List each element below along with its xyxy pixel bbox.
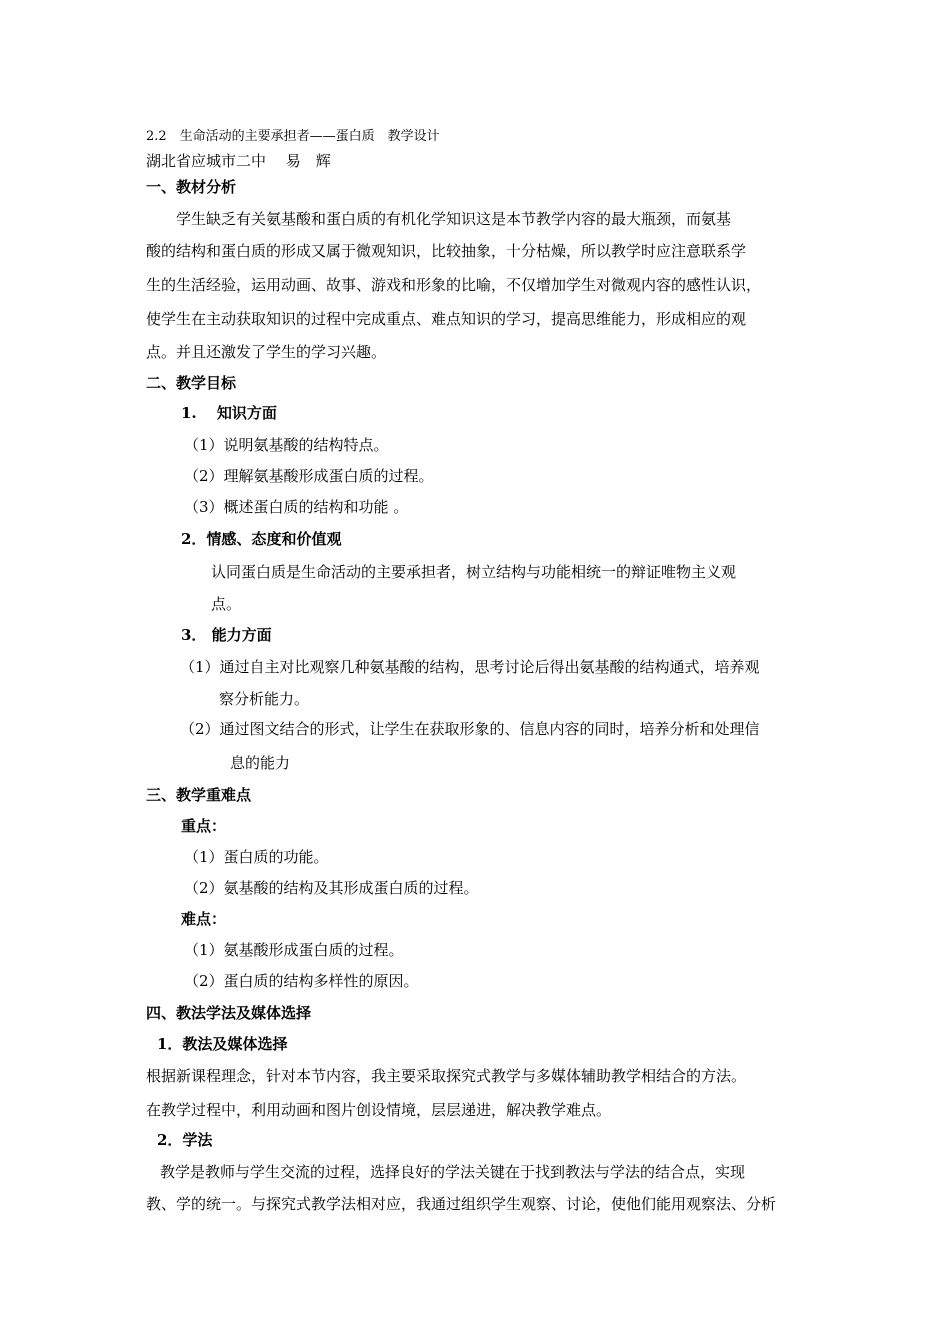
paragraph-line: 学生缺乏有关氨基酸和蛋白质的有机化学知识这是本节教学内容的最大瓶颈，而氨基	[176, 210, 732, 228]
subheading-emotion: 2．情感、态度和价值观	[181, 530, 342, 548]
section-heading-2: 二、教学目标	[146, 374, 237, 392]
author-line: 湖北省应城市二中 易 辉	[146, 152, 331, 170]
subheading-ability: 3． 能力方面	[181, 626, 272, 644]
paragraph-line: 使学生在主动获取知识的过程中完成重点、难点知识的学习，提高思维能力，形成相应的观	[146, 310, 747, 328]
list-item: （2）理解氨基酸形成蛋白质的过程。	[184, 467, 434, 485]
list-item: （3）概述蛋白质的结构和功能 。	[184, 498, 409, 516]
subheading-methods: 1．教法及媒体选择	[157, 1035, 288, 1053]
section-heading-3: 三、教学重难点	[146, 786, 252, 804]
list-item: （1）蛋白质的功能。	[184, 848, 329, 866]
paragraph-line: 根据新课程理念，针对本节内容，我主要采取探究式教学与多媒体辅助教学相结合的方法。	[146, 1067, 747, 1085]
paragraph-line: 点。	[211, 595, 242, 613]
paragraph-line: 生的生活经验，运用动画、故事、游戏和形象的比喻，不仅增加学生对微观内容的感性认识，	[146, 276, 762, 294]
paragraph-line: 察分析能力。	[219, 690, 310, 708]
list-item: （2）蛋白质的结构多样性的原因。	[184, 972, 419, 990]
paragraph-line: 在教学过程中，利用动画和图片创设情境，层层递进，解决教学难点。	[146, 1101, 612, 1119]
paragraph-line: 教、学的统一。与探究式教学法相对应，我通过组织学生观察、讨论，使他们能用观察法、分析	[146, 1195, 777, 1213]
list-item: （1）说明氨基酸的结构特点。	[184, 436, 389, 454]
paragraph-line: 息的能力	[230, 754, 291, 772]
paragraph-line: 教学是教师与学生交流的过程，选择良好的学法关键在于找到教法与学法的结合点，实现	[160, 1163, 746, 1181]
paragraph-line: 点。并且还激发了学生的学习兴趣。	[146, 343, 387, 361]
list-item: （1）氨基酸形成蛋白质的过程。	[184, 941, 404, 959]
subheading-learning: 2．学法	[157, 1131, 213, 1149]
paragraph-line: 酸的结构和蛋白质的形成又属于微观知识，比较抽象，十分枯燥，所以教学时应注意联系学	[146, 242, 747, 260]
document-title: 2.2 生命活动的主要承担者——蛋白质 教学设计	[146, 129, 440, 144]
list-item: （2）氨基酸的结构及其形成蛋白质的过程。	[184, 879, 479, 897]
section-heading-4: 四、教法学法及媒体选择	[146, 1004, 312, 1022]
subheading-knowledge: 1. 知识方面	[181, 404, 277, 422]
paragraph-line: 认同蛋白质是生命活动的主要承担者，树立结构与功能相统一的辩证唯物主义观	[211, 563, 737, 581]
subheading-difficulties: 难点：	[181, 910, 227, 928]
paragraph-line: （1）通过自主对比观察几种氨基酸的结构，思考讨论后得出氨基酸的结构通式，培养观	[180, 658, 760, 676]
section-heading-1: 一、教材分析	[146, 178, 237, 196]
subheading-key-points: 重点：	[181, 817, 227, 835]
paragraph-line: （2）通过图文结合的形式，让学生在获取形象的、信息内容的同时，培养分析和处理信	[180, 720, 760, 738]
